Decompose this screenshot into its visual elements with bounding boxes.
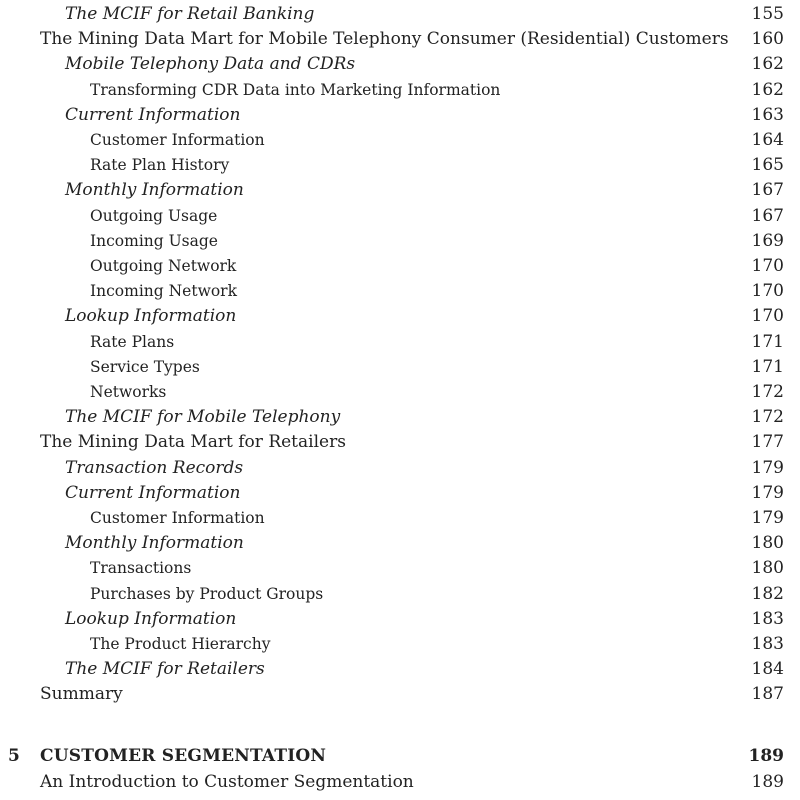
toc-entry-page-number: 172 xyxy=(751,407,784,428)
toc-entry xyxy=(0,330,800,355)
toc-entry-title: Purchases by Product Groups xyxy=(90,584,324,603)
toc-entry-title: Lookup Information xyxy=(65,306,237,327)
toc-entry xyxy=(0,430,800,455)
toc-entry-title: Summary xyxy=(40,684,123,705)
toc-entry-page-number: 170 xyxy=(751,256,784,276)
toc-entry-page-number: 163 xyxy=(751,104,784,125)
toc-entry xyxy=(0,204,800,229)
toc-entry-page-number: 179 xyxy=(751,457,784,478)
toc-entry-title: Current Information xyxy=(65,104,241,125)
toc-entry xyxy=(0,770,800,795)
toc-entry-title: Transforming CDR Data into Marketing Information xyxy=(90,80,501,99)
toc-entry xyxy=(0,481,800,506)
toc-entry-title: Mobile Telephony Data and CDRs xyxy=(65,54,356,75)
toc-entry-title: Rate Plans xyxy=(90,332,175,351)
toc-entry-title: Networks xyxy=(90,383,167,401)
toc-entry-title: Transactions xyxy=(90,559,192,578)
toc-entry-page-number: 183 xyxy=(751,634,784,654)
toc-entry-page-number: 169 xyxy=(751,230,784,251)
toc-entry xyxy=(0,456,800,481)
toc-entry-title: Outgoing Network xyxy=(90,257,237,275)
toc-entry xyxy=(0,128,800,153)
toc-entry xyxy=(0,506,800,531)
toc-entry xyxy=(0,304,800,329)
toc-entry-page-number: 162 xyxy=(751,54,784,75)
toc-entry-title: Outgoing Usage xyxy=(90,206,218,225)
toc-entry xyxy=(0,279,800,304)
toc-entry xyxy=(0,355,800,380)
toc-entry-page-number: 172 xyxy=(751,382,784,402)
toc-entry-title: The Mining Data Mart for Retailers xyxy=(40,432,346,453)
toc-entry xyxy=(0,582,800,607)
toc-entry-title: Customer Information xyxy=(90,509,265,527)
toc-entry-page-number: 171 xyxy=(751,356,784,377)
toc-entry-title: Rate Plan History xyxy=(90,156,230,175)
toc-entry-page-number: 179 xyxy=(751,482,784,503)
toc-entry-page-number: 162 xyxy=(751,79,784,100)
toc-entry xyxy=(0,103,800,128)
toc-entry-page-number: 189 xyxy=(751,772,784,792)
toc-entry xyxy=(0,27,800,52)
toc-entry-page-number: 182 xyxy=(751,583,784,604)
toc-entry-page-number: 171 xyxy=(751,331,784,352)
chapter-title: CUSTOMER SEGMENTATION xyxy=(40,746,327,766)
toc-entry-page-number: 170 xyxy=(751,306,784,327)
toc-entry-title: Monthly Information xyxy=(65,180,244,201)
toc-entry xyxy=(0,531,800,556)
toc-entry-page-number: 167 xyxy=(751,180,784,201)
toc-entry-page-number: 184 xyxy=(751,659,784,680)
toc-entry-page-number: 177 xyxy=(751,432,784,453)
toc-entry xyxy=(0,254,800,279)
toc-entry-title: Transaction Records xyxy=(65,457,244,478)
toc-entry-page-number: 187 xyxy=(751,684,784,705)
toc-entry xyxy=(0,556,800,581)
toc-entry xyxy=(0,2,800,27)
toc-entry-title: The MCIF for Mobile Telephony xyxy=(65,407,341,428)
toc-entry-title: Incoming Usage xyxy=(90,231,218,250)
toc-entry-page-number: 165 xyxy=(751,155,784,176)
toc-entry xyxy=(0,682,800,707)
toc-entry-title: The MCIF for Retailers xyxy=(65,659,265,680)
toc-entry-page-number: 155 xyxy=(751,4,784,24)
toc-entry-page-number: 180 xyxy=(751,558,784,579)
toc-entry-page-number: 179 xyxy=(751,508,784,528)
toc-entry-page-number: 180 xyxy=(751,533,784,554)
toc-entry-title: Lookup Information xyxy=(65,608,237,629)
toc-entry-title: Customer Information xyxy=(90,131,265,149)
toc-entry-title: Current Information xyxy=(65,482,241,503)
toc-entry-title: Incoming Network xyxy=(90,282,237,301)
chapter-number: 5 xyxy=(8,746,20,766)
toc-entry-title: The Mining Data Mart for Mobile Telephony Consumer (Residential) Customers xyxy=(40,29,729,50)
toc-entry-title: Service Types xyxy=(90,357,200,376)
chapter-heading xyxy=(0,744,800,769)
toc-entry xyxy=(0,657,800,682)
toc-entry-page-number: 167 xyxy=(751,205,784,226)
toc-entry xyxy=(0,632,800,657)
toc-entry xyxy=(0,380,800,405)
toc-entry-page-number: 164 xyxy=(751,130,784,150)
toc-entry xyxy=(0,178,800,203)
chapter-page-number: 189 xyxy=(748,746,784,766)
toc-entry xyxy=(0,78,800,103)
toc-entry-title: The MCIF for Retail Banking xyxy=(65,4,315,24)
toc-entry xyxy=(0,229,800,254)
toc-entry-page-number: 160 xyxy=(751,29,784,50)
toc-entry-title: The Product Hierarchy xyxy=(90,635,271,653)
toc-entry xyxy=(0,52,800,77)
toc-entry-title: Monthly Information xyxy=(65,533,244,554)
toc-entry-page-number: 170 xyxy=(751,281,784,302)
toc-entry xyxy=(0,607,800,632)
toc-entry-title: An Introduction to Customer Segmentation xyxy=(40,772,414,792)
toc-entry-page-number: 183 xyxy=(751,608,784,629)
toc-entry xyxy=(0,153,800,178)
toc-entry xyxy=(0,405,800,430)
